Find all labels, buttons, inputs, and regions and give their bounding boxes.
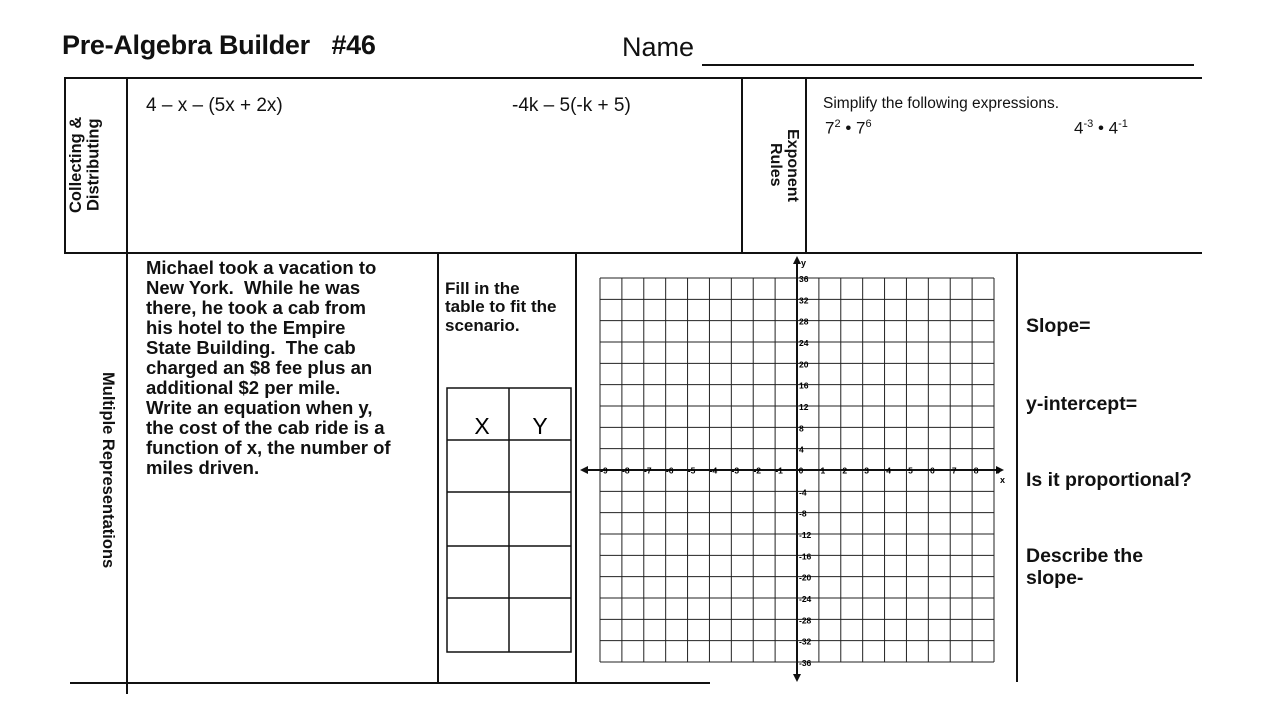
collecting-expression-1: 4 – x – (5x + 2x) <box>146 95 283 116</box>
worksheet-title: Pre-Algebra Builder #46 <box>62 30 376 60</box>
x-tick-label: 3 <box>864 465 870 476</box>
x-tick-label: -2 <box>753 465 762 476</box>
y-tick-label: -32 <box>799 636 812 647</box>
x-tick-label: 6 <box>929 465 935 476</box>
table-top-border <box>64 77 1202 79</box>
y-tick-label: -24 <box>799 594 812 604</box>
y-tick-label: -4 <box>799 487 807 498</box>
y-tick-label: -20 <box>799 572 812 583</box>
expr1-exp2: 6 <box>865 118 872 130</box>
x-tick-label: 5 <box>908 465 913 476</box>
xy-table <box>445 386 575 656</box>
y-axis-arrow-down <box>793 674 801 682</box>
x-tick-label: 8 <box>973 465 979 476</box>
x-tick-label: 9 <box>995 465 1001 476</box>
scenario-line: miles driven. <box>146 456 260 478</box>
x-tick-label: 4 <box>886 465 891 476</box>
expr2-exp1: -3 <box>1083 118 1094 130</box>
exponent-expression-1 <box>825 118 872 139</box>
multiple-representations-label: Multiple Representations <box>99 371 117 569</box>
y-tick-label: 36 <box>799 274 809 284</box>
collecting-exponent-divider <box>741 77 743 254</box>
scenario-line: Write an equation when y, <box>146 396 373 418</box>
x-tick-label: -1 <box>775 465 783 476</box>
exponent-rules-label <box>748 95 800 235</box>
expr2-base2: 4 <box>1108 118 1119 138</box>
table-left-border-top <box>64 77 66 254</box>
graph-questions-divider <box>1016 252 1018 682</box>
table-instruction-line: table to fit the <box>445 297 557 317</box>
y-axis-arrow-up <box>793 256 801 264</box>
x-axis-label: x <box>1000 475 1006 485</box>
x-tick-label: -6 <box>665 465 674 476</box>
x-tick-label: -8 <box>622 465 630 476</box>
describe-slope-prompt <box>1026 546 1143 590</box>
x-tick-label: -9 <box>600 465 608 476</box>
x-tick-label: -4 <box>709 465 718 476</box>
exponent-label-divider <box>805 77 807 254</box>
table-instruction <box>445 280 577 335</box>
x-tick-label: -3 <box>731 465 740 476</box>
exponent-instruction: Simplify the following expressions. <box>823 95 1060 112</box>
label-column-divider <box>126 77 128 694</box>
coordinate-grid[interactable] <box>576 254 1016 684</box>
x-tick-label: 2 <box>842 465 848 476</box>
collecting-expression-2: -4k – 5(-k + 5) <box>512 95 631 116</box>
y-intercept-prompt: y-intercept= <box>1026 393 1138 415</box>
expr2-exp2: -1 <box>1118 118 1128 130</box>
describe-line2: slope- <box>1026 566 1084 589</box>
expr2-base1: 4 <box>1074 118 1084 138</box>
y-tick-label: 24 <box>799 338 809 348</box>
collecting-distributing-label <box>68 90 124 240</box>
describe-line1: Describe the <box>1026 545 1144 567</box>
table-instruction-line: Fill in the <box>445 279 520 298</box>
scenario-line: State Building. The cab <box>146 336 356 358</box>
expr1-operator: • <box>840 118 856 138</box>
collecting-label-line1: Collecting & <box>67 116 85 214</box>
x-tick-label: 7 <box>951 465 957 476</box>
y-tick-label: -36 <box>799 658 812 668</box>
x-tick-label: -5 <box>687 465 696 476</box>
x-axis-arrow-left <box>580 466 588 474</box>
expr1-exp1: 2 <box>834 118 841 130</box>
expr2-operator: • <box>1093 118 1109 138</box>
y-axis-label: y <box>801 258 807 268</box>
name-field-line[interactable] <box>702 64 1194 66</box>
x-tick-label: 0 <box>798 465 804 476</box>
table-instruction-line: scenario. <box>445 315 520 335</box>
scenario-line: his hotel to the Empire <box>146 316 346 338</box>
scenario-line: the cost of the cab ride is a <box>146 416 385 438</box>
y-tick-label: 20 <box>799 359 809 370</box>
expr1-base2: 7 <box>856 118 866 138</box>
scenario-line: charged an $8 fee plus an <box>146 356 373 378</box>
xy-table-header-y: Y <box>532 413 548 439</box>
y-tick-label: -12 <box>799 530 812 540</box>
exponent-expression-2 <box>1074 118 1128 139</box>
y-tick-label: -16 <box>799 551 812 562</box>
scenario-line: New York. While he was <box>146 276 361 298</box>
slope-prompt: Slope= <box>1026 315 1091 337</box>
scenario-line: function of x, the number of <box>146 436 391 458</box>
y-tick-label: 4 <box>799 444 804 455</box>
y-tick-label: 28 <box>799 316 809 327</box>
name-label: Name <box>622 32 695 62</box>
scenario-line: there, he took a cab from <box>146 296 366 318</box>
y-tick-label: 12 <box>799 402 809 412</box>
scenario-line: additional $2 per mile. <box>146 376 341 398</box>
exponent-label-line1: Exponent <box>784 128 801 202</box>
scenario-line: Michael took a vacation to <box>146 257 377 278</box>
scenario-text <box>146 258 438 478</box>
collecting-label-line2: Distributing <box>84 118 103 212</box>
expr1-base1: 7 <box>825 118 835 138</box>
y-tick-label: 32 <box>799 295 809 306</box>
exponent-label-line2: Rules <box>767 143 785 187</box>
y-tick-label: 8 <box>799 423 804 434</box>
proportional-prompt: Is it proportional? <box>1026 469 1192 491</box>
x-tick-label: 1 <box>820 465 826 476</box>
y-tick-label: 16 <box>799 380 809 391</box>
xy-table-header-x: X <box>474 413 490 439</box>
y-tick-label: -8 <box>799 508 807 519</box>
x-tick-label: -7 <box>643 465 652 476</box>
y-tick-label: -28 <box>799 615 812 626</box>
